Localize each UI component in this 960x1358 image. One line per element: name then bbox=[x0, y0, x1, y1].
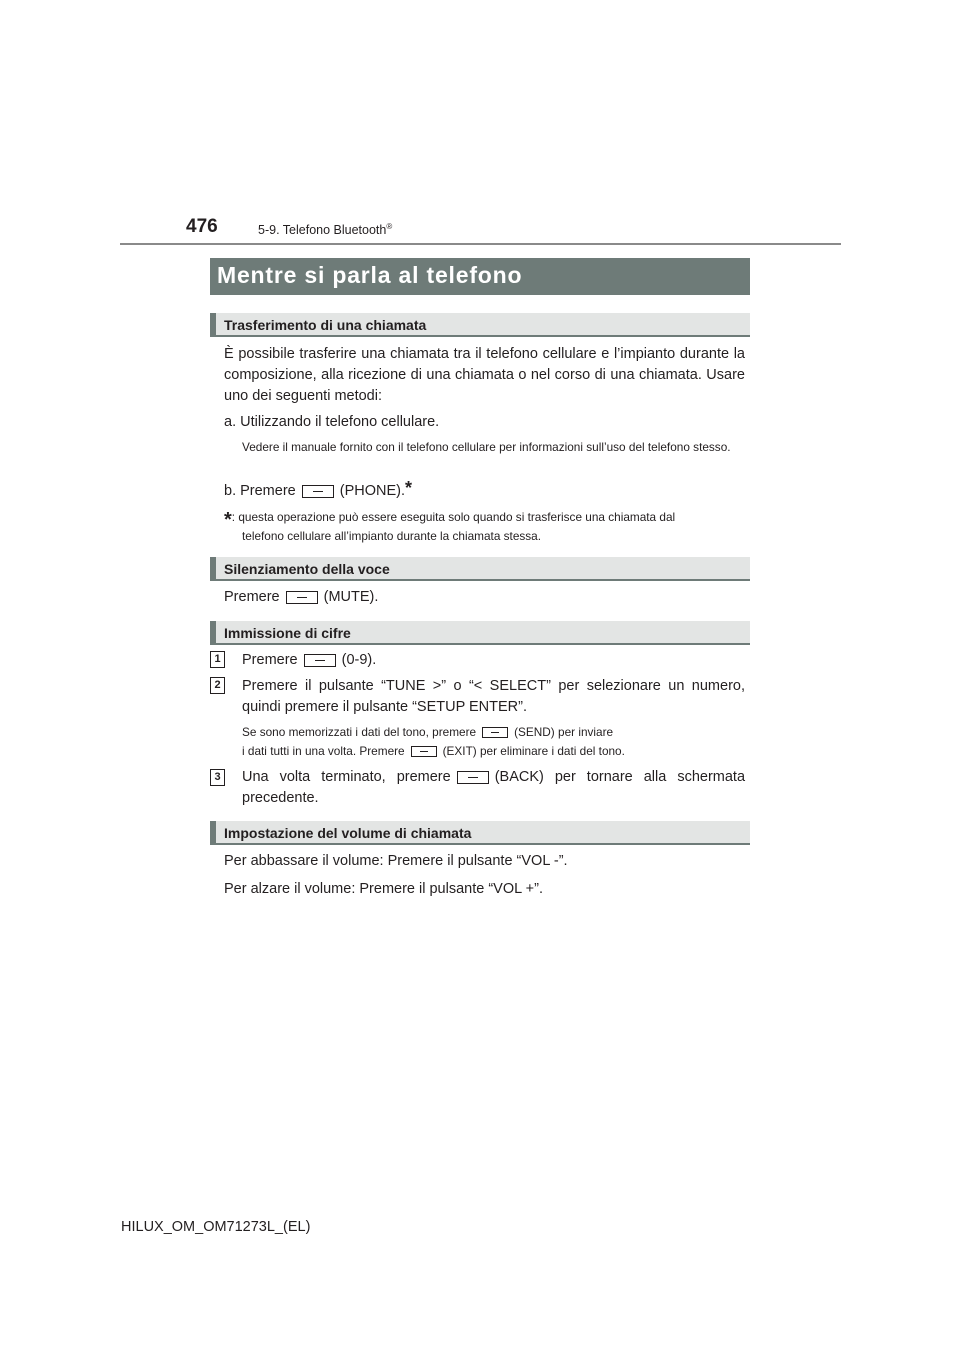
step-number-3: 3 bbox=[210, 769, 225, 786]
transfer-item-a: a. Utilizzando il telefono cellulare. bbox=[224, 414, 440, 430]
mute-instruction bbox=[224, 587, 745, 608]
section-heading-text: Impostazione del volume di chiamata bbox=[224, 825, 472, 841]
transfer-item-b bbox=[224, 478, 745, 502]
mute-prefix: Premere bbox=[224, 589, 280, 605]
transfer-item-a-note: Vedere il manuale fornito con il telefono cellulare per informazioni sull’uso del telefono stesso. bbox=[242, 440, 731, 454]
main-title-bar bbox=[210, 258, 750, 295]
send-button-icon bbox=[482, 727, 508, 738]
note2-prefix: i dati tutti in una volta. Premere bbox=[242, 744, 405, 758]
transfer-intro: È possibile trasferire una chiamata tra il telefono cellulare e l’impianto durante la composizione, alla ricezione di una chiamata o nel corso di una chiamata. Usare uno dei seguenti metodi: bbox=[224, 346, 745, 404]
step1-prefix: Premere bbox=[242, 652, 298, 668]
step3-suffix: (BACK) per tornare alla schermata precedente. bbox=[242, 769, 746, 806]
page-number: 476 bbox=[186, 216, 218, 237]
volume-down-instruction: Per abbassare il volume: Premere il pulsante “VOL -”. bbox=[224, 853, 568, 869]
section-heading-text: Silenziamento della voce bbox=[224, 561, 390, 577]
section-heading-volume bbox=[210, 821, 750, 845]
note1-prefix: Se sono memorizzati i dati del tono, premere bbox=[242, 725, 477, 739]
digits-button-icon bbox=[304, 654, 336, 667]
footnote-colon: : bbox=[231, 510, 236, 524]
section-heading-transfer bbox=[210, 313, 750, 337]
mute-suffix: (MUTE). bbox=[323, 589, 379, 605]
digits-step2-note2 bbox=[242, 742, 745, 761]
step-number-1: 1 bbox=[210, 651, 225, 668]
step3-prefix: Una volta terminato, premere bbox=[242, 769, 451, 785]
phone-button-icon bbox=[302, 485, 334, 498]
volume-up-instruction: Per alzare il volume: Premere il pulsante “VOL +”. bbox=[224, 881, 543, 897]
footnote-line1: questa operazione può essere eseguita solo quando si trasferisce una chiamata dal bbox=[238, 510, 676, 524]
registered-mark: ® bbox=[386, 222, 393, 231]
transfer-footnote bbox=[224, 508, 745, 529]
digits-step2-note1 bbox=[242, 723, 745, 742]
footnote-star: * bbox=[404, 478, 412, 498]
transfer-footnote-line2: telefono cellulare all’impianto durante la chiamata stessa. bbox=[242, 529, 542, 543]
digits-step3 bbox=[242, 767, 745, 809]
back-button-icon bbox=[457, 771, 489, 784]
section-heading-text: Trasferimento di una chiamata bbox=[224, 317, 427, 333]
item-b-suffix: (PHONE). bbox=[339, 483, 405, 499]
footer-code: HILUX_OM_OM71273L_(EL) bbox=[121, 1219, 311, 1235]
chapter-text: 5-9. Telefono Bluetooth bbox=[258, 223, 387, 238]
item-b-prefix: b. Premere bbox=[224, 483, 296, 499]
section-heading-digits bbox=[210, 621, 750, 645]
page-title: Mentre si parla al telefono bbox=[217, 262, 523, 288]
mute-button-icon bbox=[286, 591, 318, 604]
note1-suffix: (SEND) per inviare bbox=[514, 725, 614, 739]
digits-step2: Premere il pulsante “TUNE >” o “< SELECT” per selezionare un numero, quindi premere il pulsante “SETUP ENTER”. bbox=[242, 678, 745, 715]
header-rule bbox=[120, 243, 841, 245]
step1-suffix: (0-9). bbox=[341, 652, 377, 668]
digits-step1 bbox=[242, 650, 745, 671]
chapter-title bbox=[258, 222, 392, 237]
step-number-2: 2 bbox=[210, 677, 225, 694]
exit-button-icon bbox=[411, 746, 437, 757]
footnote-marker: * bbox=[224, 509, 232, 531]
section-heading-mute bbox=[210, 557, 750, 581]
section-heading-text: Immissione di cifre bbox=[224, 625, 351, 641]
note2-suffix: (EXIT) per eliminare i dati del tono. bbox=[442, 744, 625, 758]
